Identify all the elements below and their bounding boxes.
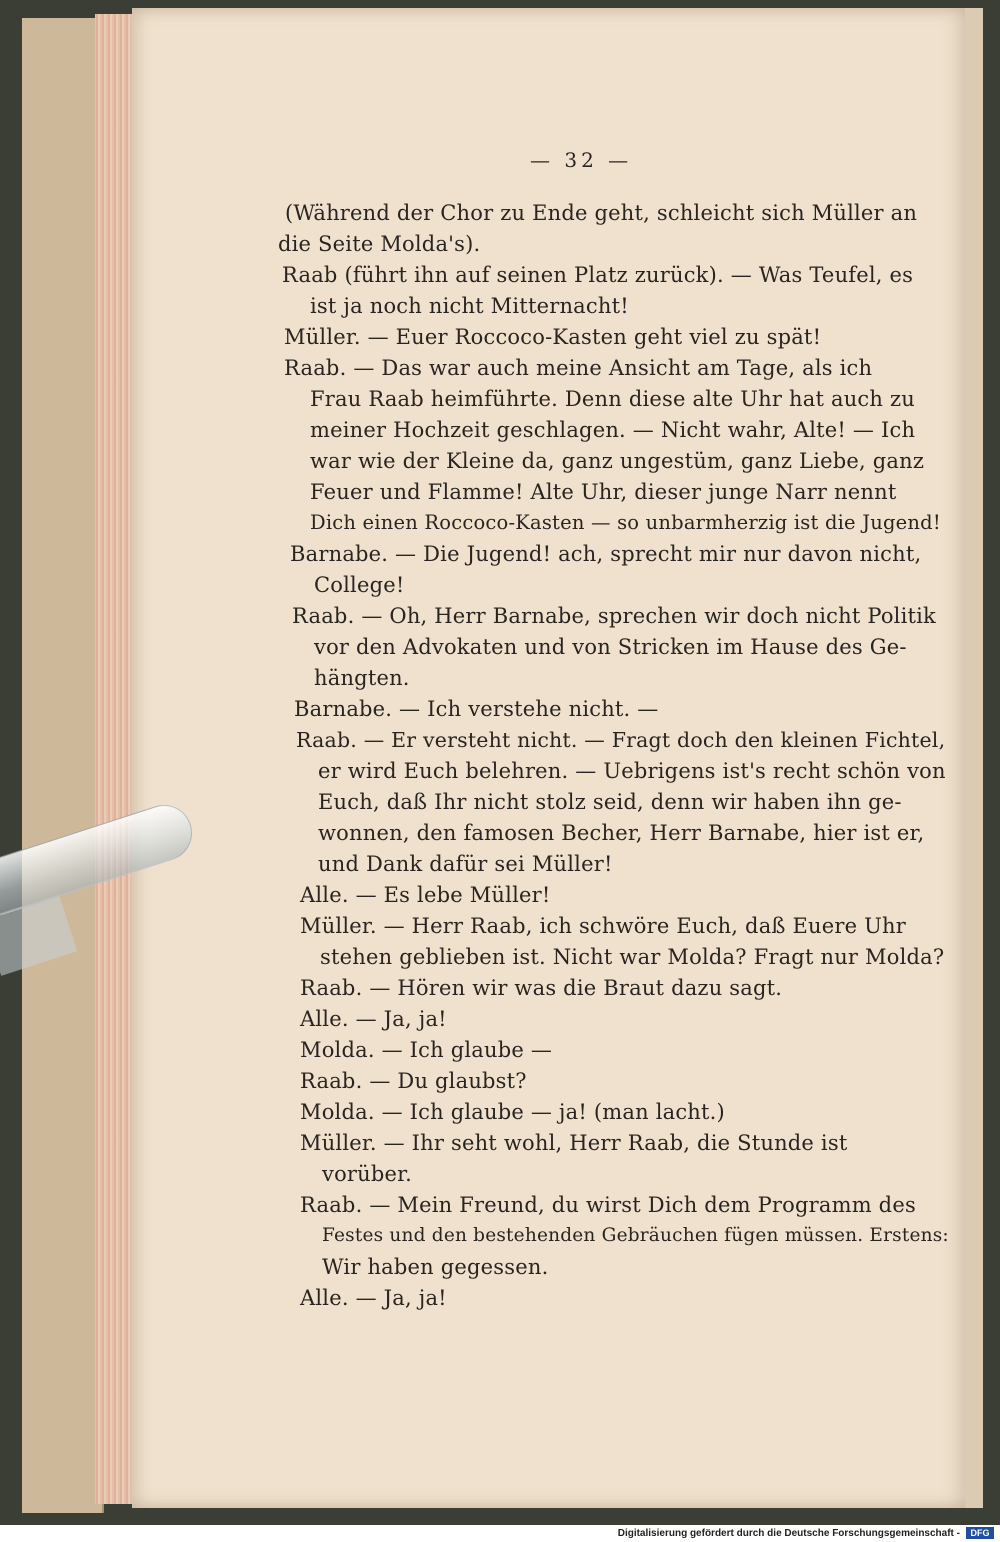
line: Barnabe. — Die Jugend! ach, sprecht mir nur davon nicht, <box>290 542 922 566</box>
line: Müller. — Herr Raab, ich schwöre Euch, daß Euere Uhr <box>300 914 907 938</box>
line: Müller. — Ihr seht wohl, Herr Raab, die Stunde ist <box>300 1131 848 1155</box>
line: Müller. — Euer Roccoco-Kasten geht viel zu spät! <box>284 325 822 349</box>
line: Raab (führt ihn auf seinen Platz zurück). — Was Teufel, es <box>282 263 914 287</box>
line: hängten. <box>314 666 410 690</box>
line: College! <box>314 573 405 597</box>
line: er wird Euch belehren. — Uebrigens ist's recht schön von <box>318 759 946 783</box>
line: wonnen, den famosen Becher, Herr Barnabe, hier ist er, <box>318 821 925 845</box>
line: Alle. — Es lebe Müller! <box>300 883 551 907</box>
page-number: — 32 — <box>530 148 633 172</box>
line: war wie der Kleine da, ganz ungestüm, ganz Liebe, ganz <box>310 449 925 473</box>
line: ist ja noch nicht Mitternacht! <box>310 294 629 318</box>
book-cover-edge <box>22 18 104 1513</box>
page-edges <box>95 14 135 1504</box>
line: Raab. — Du glaubst? <box>300 1069 527 1093</box>
page-right-edge <box>965 8 983 1508</box>
line: Dich einen Roccoco-Kasten — so unbarmherzig ist die Jugend! <box>310 511 941 534</box>
line: Barnabe. — Ich verstehe nicht. — <box>294 697 659 721</box>
line: Raab. — Oh, Herr Barnabe, sprechen wir doch nicht Politik <box>292 604 936 628</box>
line: Raab. — Er versteht nicht. — Fragt doch den kleinen Fichtel, <box>296 728 946 752</box>
line: stehen geblieben ist. Nicht war Molda? Fragt nur Molda? <box>320 945 945 969</box>
line: Alle. — Ja, ja! <box>300 1286 447 1310</box>
line: Molda. — Ich glaube — ja! (man lacht.) <box>300 1100 725 1124</box>
line: die Seite Molda's). <box>278 232 481 256</box>
line: Raab. — Hören wir was die Braut dazu sagt. <box>300 976 783 1000</box>
line: Wir haben gegessen. <box>322 1255 549 1279</box>
footer-credit: Digitalisierung gefördert durch die Deutsche Forschungsgemeinschaft - <box>617 1528 960 1539</box>
line: Festes und den bestehenden Gebräuchen fügen müssen. Erstens: <box>322 1225 949 1246</box>
line: Frau Raab heimführte. Denn diese alte Uhr hat auch zu <box>310 387 915 411</box>
line: Euch, daß Ihr nicht stolz seid, denn wir haben ihn ge- <box>318 790 902 814</box>
line: Raab. — Mein Freund, du wirst Dich dem Programm des <box>300 1193 916 1217</box>
line: (Während der Chor zu Ende geht, schleicht sich Müller an <box>285 201 918 225</box>
line: und Dank dafür sei Müller! <box>318 852 613 876</box>
line: vor den Advokaten und von Stricken im Hause des Ge- <box>314 635 907 659</box>
line: Molda. — Ich glaube — <box>300 1038 553 1062</box>
line: vorüber. <box>322 1162 412 1186</box>
line: Alle. — Ja, ja! <box>300 1007 447 1031</box>
line: Feuer und Flamme! Alte Uhr, dieser junge Narr nennt <box>310 480 897 504</box>
dfg-logo-icon: DFG <box>966 1527 994 1539</box>
line: Raab. — Das war auch meine Ansicht am Tage, als ich <box>284 356 873 380</box>
line: meiner Hochzeit geschlagen. — Nicht wahr, Alte! — Ich <box>310 418 916 442</box>
